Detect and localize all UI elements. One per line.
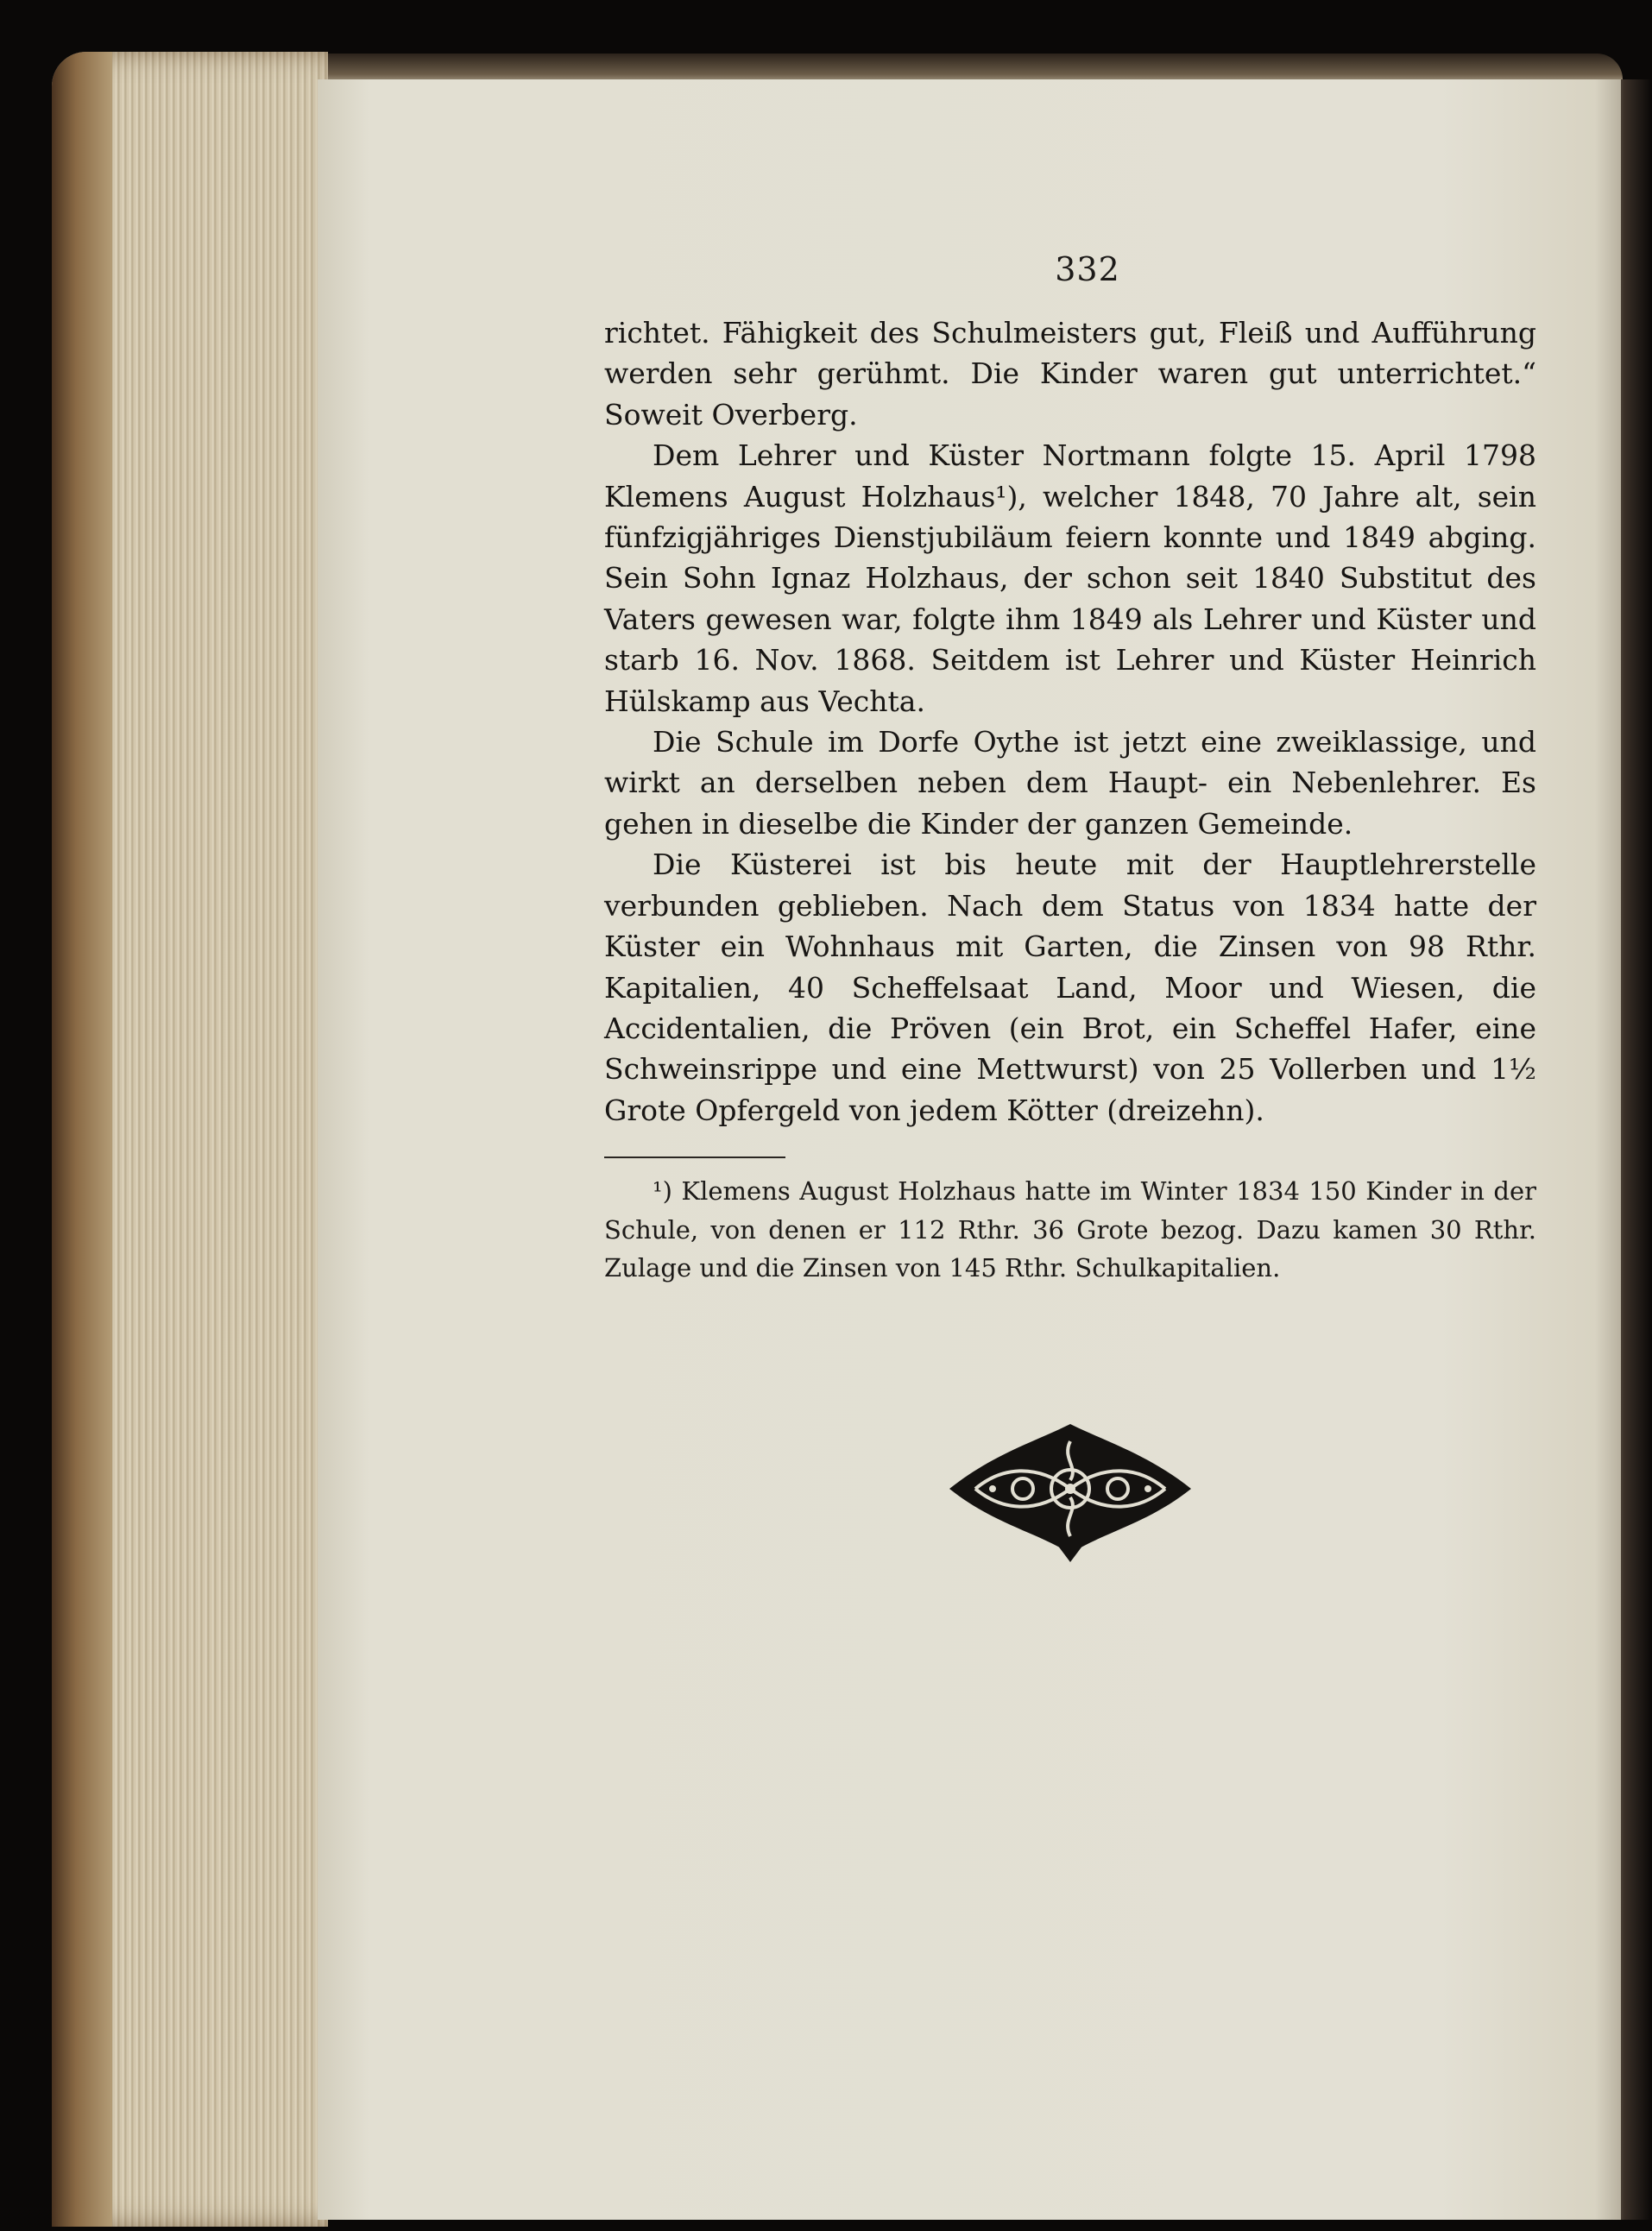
paragraph-2: Dem Lehrer und Küster Nortmann folgte 15. April 1798 Klemens August Holzhaus¹), welcher 1848, 70 Jahre alt, sein fünfzigjähriges Dienstjubiläum feiern konnte und 1849 abging. Sein Sohn Ignaz Holzhaus, der schon seit 1840 Substitut des Vaters gewesen war, folgte ihm 1849 als Lehrer und Küster und starb 16. Nov. 1868. Seitdem ist Lehrer und Küster Heinrich Hülskamp aus Vechta. bbox=[604, 438, 1536, 718]
page-number: 332 bbox=[1055, 250, 1120, 288]
footnote bbox=[604, 1172, 1536, 1288]
footnote-text: ¹) Klemens August Holzhaus hatte im Winter 1834 150 Kinder in der Schule, von denen er 112 Rthr. 36 Grote bezog. Dazu kamen 30 Rthr. Zulage und die Zinsen von 145 Rthr. Schulkapitalien. bbox=[604, 1176, 1536, 1283]
book-spine-edge bbox=[52, 52, 112, 2227]
vignette-ornament-icon bbox=[941, 1415, 1200, 1562]
footnote-divider bbox=[604, 1156, 785, 1158]
paragraph-1: richtet. Fähigkeit des Schulmeisters gut, Fleiß und Aufführung werden sehr gerühmt. Die Kinder waren gut unterrichtet.“ Soweit Overberg. bbox=[604, 316, 1536, 432]
paragraph-3: Die Schule im Dorfe Oythe ist jetzt eine zweiklassige, und wirkt an derselben neben dem Haupt- ein Nebenlehrer. Es gehen in dieselbe die Kinder der ganzen Gemeinde. bbox=[604, 725, 1536, 841]
paragraph-4: Die Küsterei ist bis heute mit der Hauptlehrerstelle verbunden geblieben. Nach dem Status von 1834 hatte der Küster ein Wohnhaus mit Garten, die Zinsen von 98 Rthr. Kapitalien, 40 Scheffelsaat Land, Moor und Wiesen, die Accidentalien, die Pröven (ein Brot, ein Scheffel Hafer, eine Schweinsrippe und eine Mettwurst) von 25 Vollerben und 1½ Grote Opfergeld von jedem Kötter (dreizehn). bbox=[604, 848, 1536, 1127]
body-text bbox=[604, 312, 1536, 1131]
